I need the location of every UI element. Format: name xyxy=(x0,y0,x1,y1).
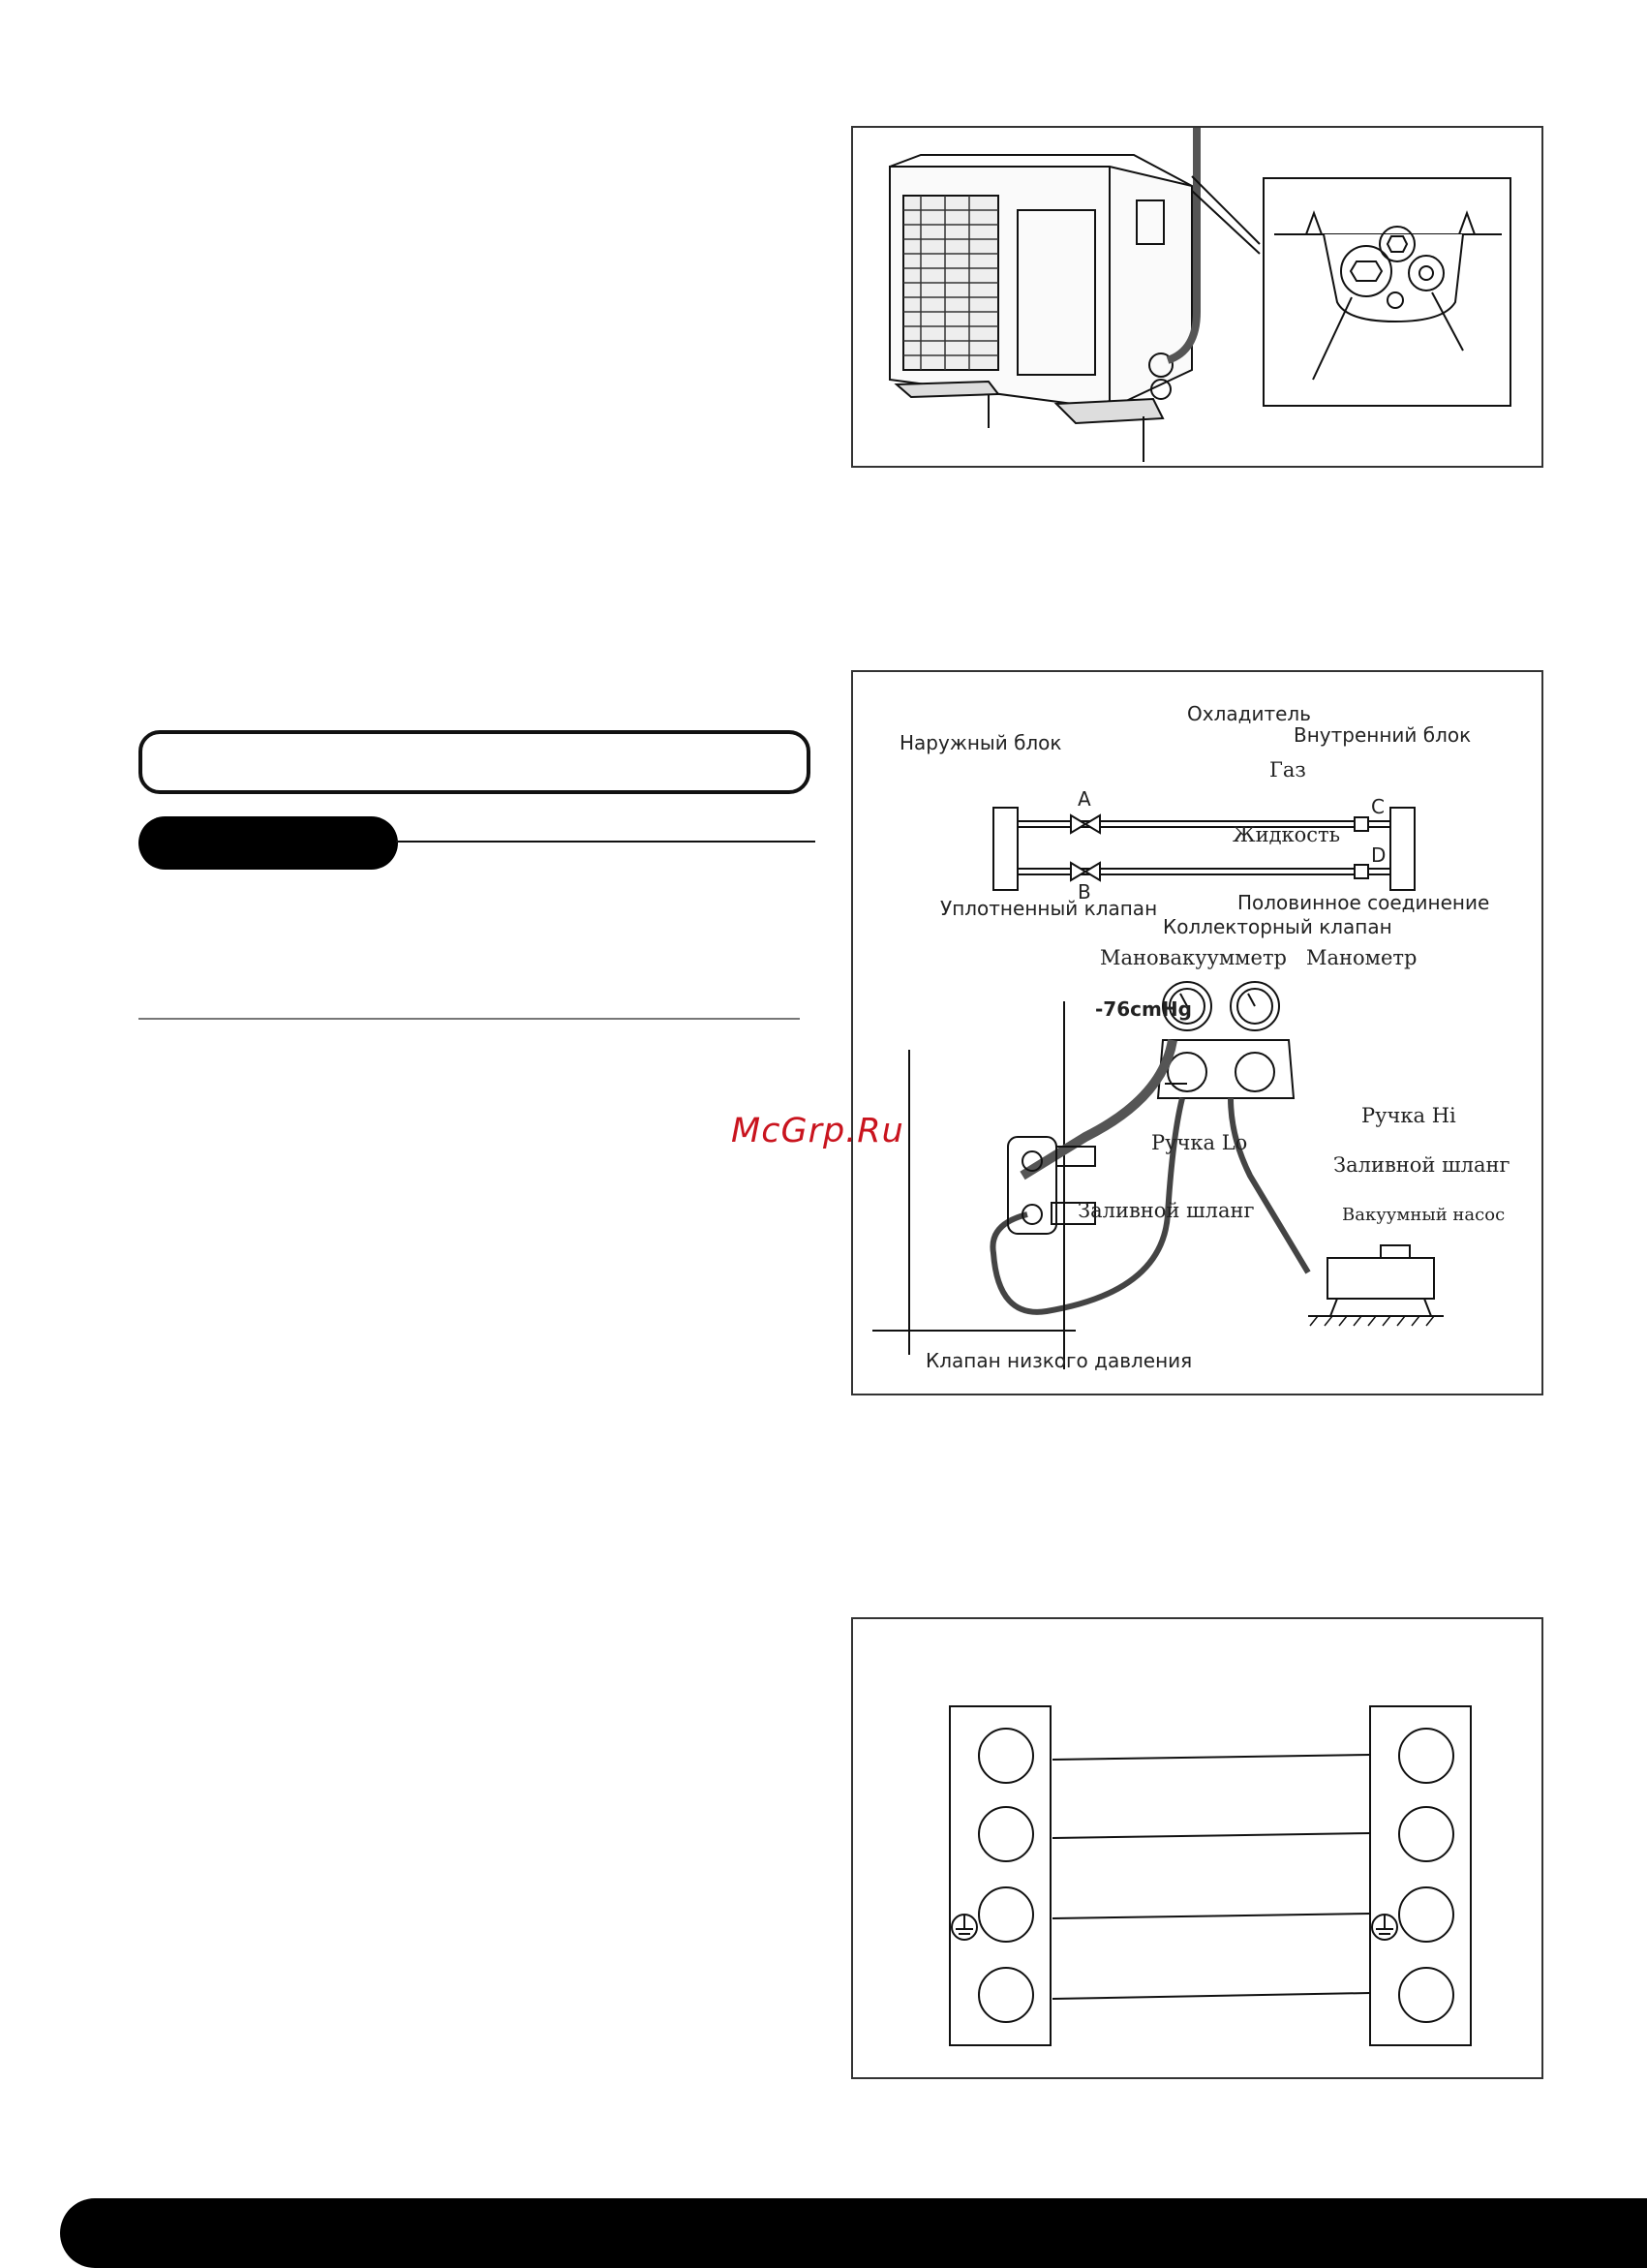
compound-gauge-label: Мановакуумметр xyxy=(1100,946,1287,969)
half-union-label: Половинное соединение xyxy=(1237,891,1490,914)
section-divider xyxy=(138,1018,800,1020)
vacuum-connection-diagram xyxy=(853,672,1545,1397)
handle-lo-label: Ручка Lo xyxy=(1151,1131,1248,1154)
outdoor-unit-illustration xyxy=(853,128,1545,470)
terminal-wiring-diagram xyxy=(853,1619,1545,2081)
pressure-gauge-label: Манометр xyxy=(1306,946,1418,969)
indoor-unit-label: Внутренний блок xyxy=(1294,723,1472,747)
charge-hose-right-label: Заливной шланг xyxy=(1333,1153,1510,1177)
manifold-valve-label: Коллекторный клапан xyxy=(1163,915,1392,938)
valve-b-label: B xyxy=(1078,880,1091,904)
port-c-label: C xyxy=(1371,795,1385,818)
liquid-label: Жидкость xyxy=(1233,823,1341,846)
subsection-heading-pill xyxy=(138,816,398,870)
footer-bar xyxy=(60,2198,1647,2268)
outdoor-unit-label: Наружный блок xyxy=(900,731,1062,754)
valve-a-label: A xyxy=(1078,787,1091,811)
watermark: McGrp.Ru xyxy=(731,1112,904,1150)
low-pressure-valve-label: Клапан низкого давления xyxy=(926,1349,1193,1372)
section-heading-box xyxy=(138,730,810,794)
handle-hi-label: Ручка Hi xyxy=(1361,1104,1456,1127)
port-d-label: D xyxy=(1371,843,1387,867)
ground-icon xyxy=(952,1915,977,1940)
vacuum-reading-label: -76cmHg xyxy=(1095,997,1192,1021)
figure-terminal-wiring xyxy=(851,1617,1543,2079)
sealed-valve-label: Уплотненный клапан xyxy=(940,897,1158,920)
figure-vacuum-connection xyxy=(851,670,1543,1395)
charge-hose-left-label: Заливной шланг xyxy=(1078,1199,1255,1222)
ground-icon xyxy=(1372,1915,1397,1940)
figure-outdoor-unit xyxy=(851,126,1543,468)
refrigerant-label: Охладитель xyxy=(1187,702,1311,725)
gas-label: Газ xyxy=(1269,758,1306,782)
subsection-underline xyxy=(396,841,815,843)
vacuum-pump-label: Вакуумный насос xyxy=(1342,1205,1506,1225)
